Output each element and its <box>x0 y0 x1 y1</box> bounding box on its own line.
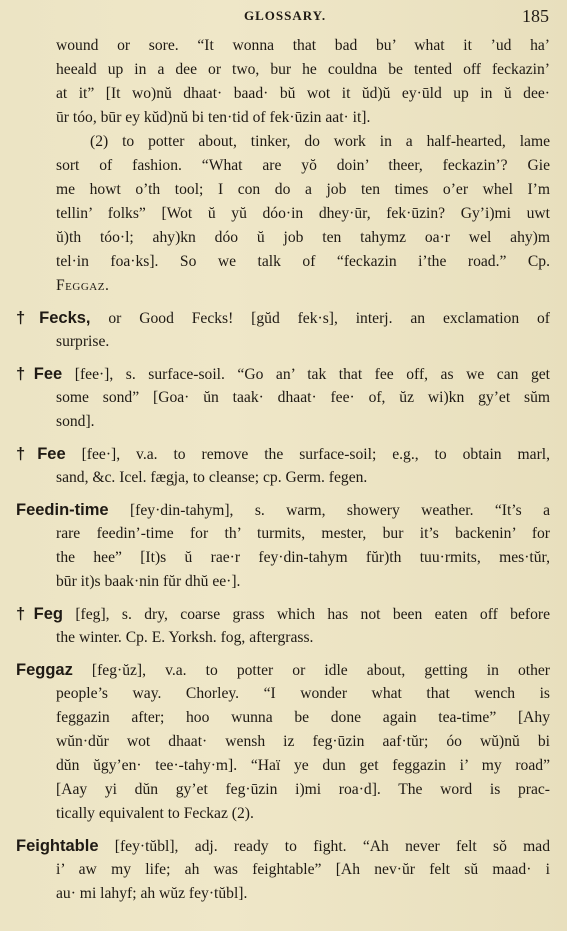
page-number: 185 <box>522 6 549 26</box>
headword: †Fecks, <box>16 309 91 327</box>
text-line: wŭn·dŭr wot dhaat· wensh iz feg·ūzin aaf·tŭr; óo wŭ)nŭ bi <box>56 733 550 750</box>
text-line: Feggaz. <box>56 277 110 294</box>
text-line: tellin’ folks” [Wot ŭ yŭ dóo·in dhey·ūr, fek·ūzin? Gy’i)mi uwt <box>56 205 550 222</box>
text-line: tically equivalent to Feckaz (2). <box>56 805 254 822</box>
text-line: heeald up in a dee or two, bur he couldna be tented off feckazin’ <box>56 61 550 78</box>
text-line: people’s way. Chorley. “I wonder what that wench is <box>56 685 550 702</box>
entry-line-feggaz: Feggaz [feg·ŭz], v.a. to potter or idle about, getting in other <box>16 661 550 679</box>
glossary-text <box>16 34 550 906</box>
entry-line-fee-noun: †Fee [fee·], s. surface-soil. “Go an’ tak that fee off, as we can get <box>16 365 550 383</box>
text-line: the winter. Cp. E. Yorksh. fog, aftergrass. <box>56 629 314 646</box>
text-line: tel·in foa·ks]. So we talk of “feckazin i’the road.” Cp. <box>56 253 550 270</box>
text-line: au· mi lahyf; ah wŭz fey·tŭbl]. <box>56 885 248 902</box>
headword: †Feg <box>16 605 63 623</box>
text-line: surprise. <box>56 333 110 350</box>
text-line: the hee” [It)s ŭ rae·r fey·din-tahym fŭr)th tuu·rmits, mes·tŭr, <box>56 549 550 566</box>
headword: †Fee <box>16 365 63 383</box>
headword: Feightable <box>16 837 99 855</box>
text-line: at it” [It wo)nŭ dhaat· baad· bŭ wot it ŭd)ŭ ey·ūld up in ŭ dee· <box>56 85 550 102</box>
text-line: some sond” [Goa· ŭn taak· dhaat· fee· of, ŭz wi)kn gy’et sŭm <box>56 389 550 406</box>
text-line: sand, &c. Icel. fægja, to cleanse; cp. Germ. fegen. <box>56 469 368 486</box>
text-line: [Aay yi dŭn gy’et feg·ūzin i)mi roa·d]. The word is prac- <box>56 781 550 798</box>
entry-line-feedin-time: Feedin-time [fey·din-tahym], s. warm, showery weather. “It’s a <box>16 501 550 519</box>
text-line: wound or sore. “It wonna that bad bu’ what it ’ud ha’ <box>56 37 550 54</box>
entry-line-feg: †Feg [feg], s. dry, coarse grass which has not been eaten off before <box>16 605 550 623</box>
text-line: dŭn ŭgy’en· tee·-tahy·m]. “Haï ye dun get feggazin i’ my road” <box>56 757 550 774</box>
text-line: ūr tóo, būr ey kŭd)nŭ bi ten·tid of fek·ūzin aat· it]. <box>56 109 371 126</box>
entry-line-fecks: †Fecks, or Good Fecks! [gŭd fek·s], interj. an exclamation of <box>16 309 551 327</box>
text-line: rare feedin’-time for th’ turmits, mester, bur it’s backenin’ for <box>56 525 550 542</box>
headword: Feedin-time <box>16 501 109 519</box>
entry-line-feightable: Feightable [fey·tŭbl], adj. ready to fight. “Ah never felt sŏ mad <box>16 837 550 855</box>
text-line: būr it)s baak·nin fŭr dhŭ ee·]. <box>56 573 241 590</box>
running-header <box>0 4 567 28</box>
text-line: me howt o’th tool; I con do a job ten times o’er whel I’m <box>56 181 550 198</box>
headword: †Fee <box>16 445 66 463</box>
headword: Feggaz <box>16 661 73 679</box>
text-line: sort of fashion. “What are yŏ doin’ theer, feckazin’? Gie <box>56 157 550 174</box>
text-line: feggazin after; hoo wunna be done again tea-time” [Ahy <box>56 709 550 726</box>
text-line: i’ aw my life; ah was feightable” [Ah nev·ŭr felt sŭ maad· i <box>56 861 550 878</box>
text-line: (2) to potter about, tinker, do work in a half-hearted, lame <box>90 133 550 150</box>
entry-line-fee-verb: †Fee [fee·], v.a. to remove the surface-soil; e.g., to obtain marl, <box>16 445 550 463</box>
text-line: sond]. <box>56 413 95 430</box>
text-line: ŭ)th tóo·l; ahy)kn dóo ŭ job ten tahymz oa·r wel ahy)m <box>56 229 550 246</box>
running-title: GLOSSARY. <box>244 8 327 23</box>
